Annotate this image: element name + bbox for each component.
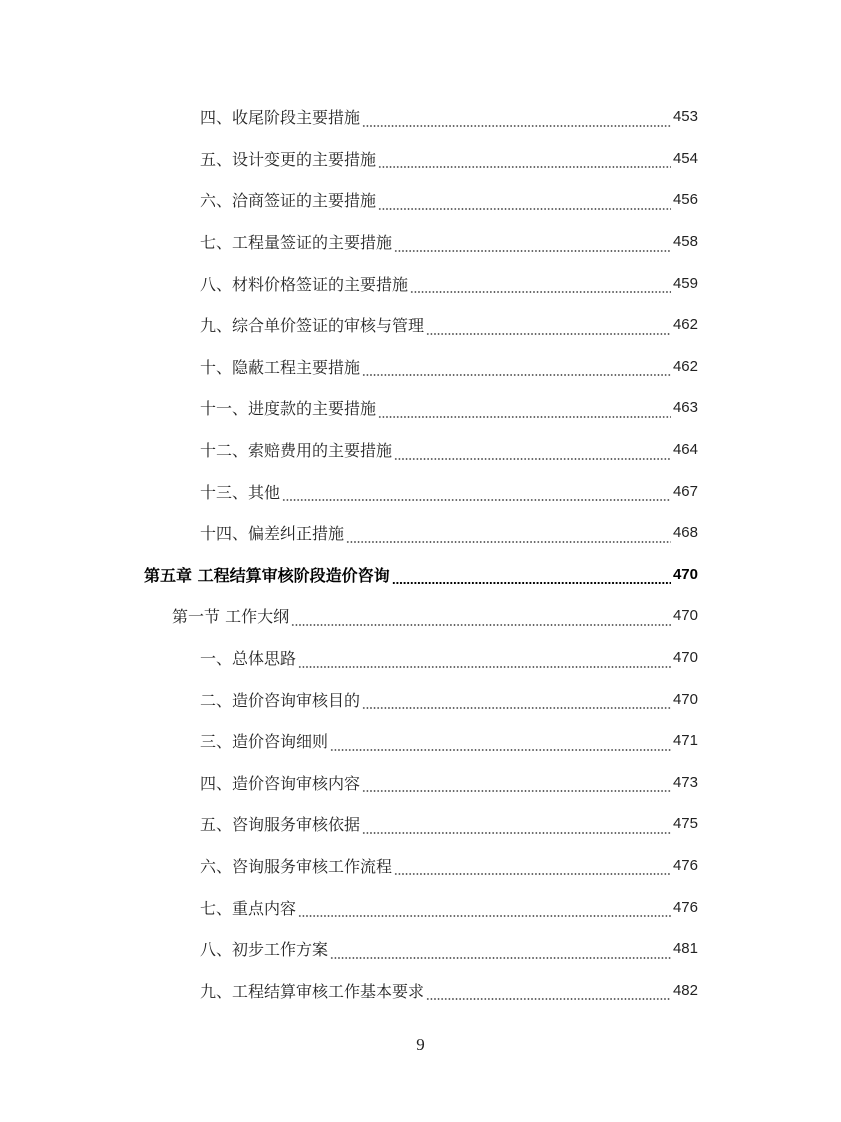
toc-entry[interactable] [0,96,841,138]
toc-entry-title: 七、重点内容 [200,898,297,918]
toc-entry-page: 468 [672,524,698,542]
toc-entry-title: 七、工程量签证的主要措施 [200,233,393,253]
toc-entry[interactable] [0,346,841,388]
dot-leader [378,153,671,169]
toc-entry[interactable] [0,470,841,512]
toc-entry-page: 458 [672,233,698,251]
toc-entry[interactable] [0,304,841,346]
dot-leader [362,361,671,377]
toc-entry-title: 五、设计变更的主要措施 [200,149,377,169]
toc-entry[interactable] [0,637,841,679]
toc-section-page: 470 [672,607,698,625]
toc-entry[interactable] [0,845,841,887]
toc-entry-title: 五、咨询服务审核依据 [200,815,361,835]
toc-chapter-entry[interactable] [0,554,841,596]
toc-entry-page: 456 [672,191,698,209]
toc-entry-page: 463 [672,399,698,417]
toc-entry-title: 九、工程结算审核工作基本要求 [200,981,425,1001]
dot-leader [282,486,671,502]
toc-entry[interactable] [0,512,841,554]
toc-entry-title: 十二、索赔费用的主要措施 [200,441,393,461]
dot-leader [394,860,671,876]
dot-leader [394,237,671,253]
toc-entry-page: 459 [672,274,698,292]
toc-entry[interactable] [0,720,841,762]
dot-leader [362,694,671,710]
toc-entry-title: 十三、其他 [200,482,281,502]
toc-entry[interactable] [0,262,841,304]
toc-entry-page: 473 [672,773,698,791]
toc-entry[interactable] [0,221,841,263]
toc-chapter-page: 470 [672,565,698,583]
toc-entry[interactable] [0,429,841,471]
page-number: 9 [416,1035,425,1054]
toc-section-title: 第一节 工作大纲 [172,607,290,627]
dot-leader [394,445,671,461]
dot-leader [426,985,671,1001]
toc-entry[interactable] [0,803,841,845]
toc-entry[interactable] [0,138,841,180]
dot-leader [426,320,671,336]
toc-entry[interactable] [0,678,841,720]
toc-entry[interactable] [0,928,841,970]
toc-entry-page: 482 [672,981,698,999]
toc-entry[interactable] [0,969,841,1011]
dot-leader [298,902,671,918]
toc-entry-title: 一、总体思路 [200,649,297,669]
toc-entry[interactable] [0,387,841,429]
dot-leader [378,403,671,419]
dot-leader [410,278,671,294]
toc-entry-title: 九、综合单价签证的审核与管理 [200,316,425,336]
dot-leader [298,653,671,669]
toc-entry-title: 二、造价咨询审核目的 [200,690,361,710]
dot-leader [330,736,671,752]
toc-entry-title: 四、造价咨询审核内容 [200,773,361,793]
dot-leader [392,569,671,585]
toc-entry-page: 476 [672,856,698,874]
toc-section-entry[interactable] [0,595,841,637]
toc-entry-page: 462 [672,316,698,334]
toc-chapter-title: 第五章 工程结算审核阶段造价咨询 [144,565,390,585]
dot-leader [378,195,671,211]
toc-entry-page: 476 [672,898,698,916]
dot-leader [362,777,671,793]
toc-entry[interactable] [0,762,841,804]
toc-entry-page: 462 [672,357,698,375]
toc-entry-page: 453 [672,108,698,126]
toc-entry-title: 八、材料价格签证的主要措施 [200,274,409,294]
toc-entry-title: 十、隐蔽工程主要措施 [200,357,361,377]
toc-entry-title: 六、洽商签证的主要措施 [200,191,377,211]
toc-entry-title: 四、收尾阶段主要措施 [200,108,361,128]
toc-entry-title: 六、咨询服务审核工作流程 [200,856,393,876]
toc-entry[interactable] [0,179,841,221]
toc-entry-title: 十四、偏差纠正措施 [200,524,345,544]
toc-entry[interactable] [0,886,841,928]
toc-entry-page: 470 [672,649,698,667]
toc-entry-title: 三、造价咨询细则 [200,732,329,752]
dot-leader [346,528,671,544]
dot-leader [291,611,671,627]
toc-entry-page: 454 [672,149,698,167]
toc-entry-page: 481 [672,940,698,958]
toc-entry-title: 十一、进度款的主要措施 [200,399,377,419]
toc-entry-title: 八、初步工作方案 [200,940,329,960]
toc-entry-page: 475 [672,815,698,833]
toc-entry-page: 470 [672,690,698,708]
dot-leader [330,944,671,960]
dot-leader [362,112,671,128]
toc-entry-page: 471 [672,732,698,750]
toc-entry-page: 467 [672,482,698,500]
toc-entry-page: 464 [672,441,698,459]
dot-leader [362,819,671,835]
table-of-contents [0,96,841,1011]
